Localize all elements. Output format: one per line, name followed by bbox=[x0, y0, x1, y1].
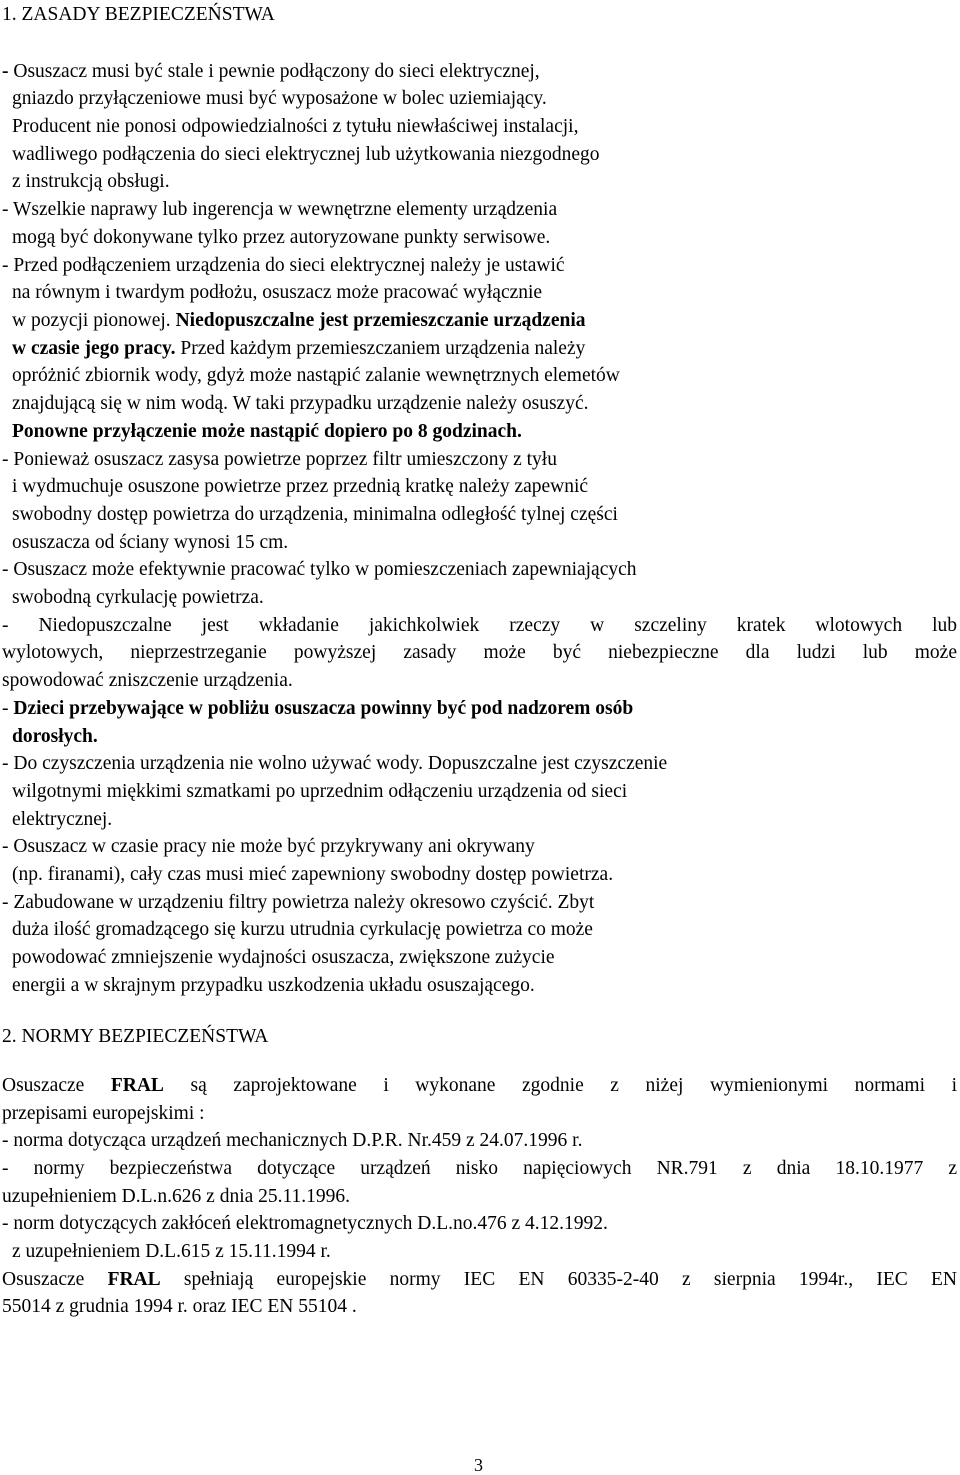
norm-2-line-1: - normy bezpieczeństwa dotyczące urządzeń nisko napięciowych NR.791 z dnia 18.10.1977 z bbox=[2, 1158, 957, 1179]
compliance-text-b: spełniają europejskie normy IEC EN 60335-2-40 z sierpnia 1994r., IEC EN bbox=[160, 1269, 957, 1290]
rule-1-line-2: gniazdo przyłączeniowe musi być wyposażone w bolec uziemiający. bbox=[12, 88, 547, 109]
rule-3-line-1: - Przed podłączeniem urządzenia do sieci elektrycznej należy je ustawić bbox=[2, 255, 565, 276]
section-1-heading: 1. ZASADY BEZPIECZEŃSTWA bbox=[2, 4, 275, 25]
rule-4-line-3: swobodny dostęp powietrza do urządzenia, minimalna odległość tylnej części bbox=[12, 504, 618, 525]
rule-7-dash: - bbox=[2, 698, 14, 719]
norms-intro-line-2: przepisami europejskimi : bbox=[2, 1103, 205, 1124]
rule-8-line-1: - Do czyszczenia urządzenia nie wolno używać wody. Dopuszczalne jest czyszczenie bbox=[2, 753, 668, 774]
norms-intro-text-b: są zaprojektowane i wykonane zgodnie z niżej wymienionymi normami i bbox=[163, 1075, 957, 1096]
rule-3-line-2: na równym i twardym podłożu, osuszacz może pracować wyłącznie bbox=[12, 282, 543, 303]
rule-1-text: Osuszacz musi być stale i pewnie podłączony do sieci elektrycznej, bbox=[13, 61, 540, 82]
rule-3-reconnect-warning: Ponowne przyłączenie może nastąpić dopiero po 8 godzinach. bbox=[12, 421, 522, 442]
rule-3-line-5: opróżnić zbiornik wody, gdyż może nastąpić zalanie wewnętrznych elemetów bbox=[12, 365, 620, 386]
rule-3-line-3-text: w pozycji pionowej. bbox=[12, 310, 176, 331]
rule-6-line-3: spowodować zniszczenie urządzenia. bbox=[2, 670, 293, 691]
rule-7-line-1 bbox=[2, 699, 633, 719]
rule-10-line-2: duża ilość gromadzącego się kurzu utrudnia cyrkulację powietrza co może bbox=[12, 919, 593, 940]
norms-intro-line-1 bbox=[2, 1076, 957, 1096]
page-number: 3 bbox=[474, 1455, 483, 1475]
rule-9-line-2: (np. firanami), cały czas musi mieć zapewniony swobodny dostęp powietrza. bbox=[12, 864, 614, 885]
rule-1-line-4: wadliwego podłączenia do sieci elektrycznej lub użytkowania niezgodnego bbox=[12, 144, 600, 165]
rule-7-children-warning: Dzieci przebywające w pobliżu osuszacza powinny być pod nadzorem osób bbox=[13, 698, 634, 719]
brand-name: FRAL bbox=[110, 1075, 164, 1096]
rule-6-line-1: - Niedopuszczalne jest wkładanie jakichkolwiek rzeczy w szczeliny kratek wlotowych lub bbox=[2, 615, 957, 636]
rule-1-line-3: Producent nie ponosi odpowiedzialności z tytułu niewłaściwej instalacji, bbox=[12, 116, 579, 137]
rule-10-line-1: - Zabudowane w urządzeniu filtry powietrza należy okresowo czyścić. Zbyt bbox=[2, 892, 595, 913]
rule-4-line-4: osuszacza od ściany wynosi 15 cm. bbox=[12, 532, 289, 553]
compliance-line-2: 55014 z grudnia 1994 r. oraz IEC EN 55104 . bbox=[2, 1296, 357, 1317]
section-2-heading: 2. NORMY BEZPIECZEŃSTWA bbox=[2, 1026, 269, 1047]
rule-3-line-4 bbox=[12, 339, 585, 359]
rule-6-line-2: wylotowych, nieprzestrzeganie powyższej zasady może być niebezpieczne dla ludzi lub może bbox=[2, 642, 957, 663]
brand-name-2: FRAL bbox=[107, 1269, 161, 1290]
rule-8-line-2: wilgotnymi miękkimi szmatkami po uprzednim odłączeniu urządzenia od sieci bbox=[12, 781, 628, 802]
rule-1-dash: - bbox=[2, 61, 14, 82]
norms-intro-text-a: Osuszacze bbox=[2, 1075, 111, 1096]
rule-8-line-3: elektrycznej. bbox=[12, 809, 113, 830]
rule-5-line-2: swobodną cyrkulację powietrza. bbox=[12, 587, 264, 608]
rule-3-warning-end: w czasie jego pracy. bbox=[12, 338, 176, 359]
rule-3-warning: Niedopuszczalne jest przemieszczanie urządzenia bbox=[175, 310, 586, 331]
rule-4-line-1: - Ponieważ osuszacz zasysa powietrze poprzez filtr umieszczony z tyłu bbox=[2, 449, 557, 470]
rule-3-line-6: znajdującą się w nim wodą. W taki przypadku urządzenie należy osuszyć. bbox=[12, 393, 589, 414]
rule-3-line-4-text: Przed każdym przemieszczaniem urządzenia należy bbox=[175, 338, 586, 359]
norm-1: - norma dotycząca urządzeń mechanicznych D.P.R. Nr.459 z 24.07.1996 r. bbox=[2, 1130, 583, 1151]
rule-5-line-1: - Osuszacz może efektywnie pracować tylko w pomieszczeniach zapewniających bbox=[2, 559, 637, 580]
rule-1-line-5: z instrukcją obsługi. bbox=[12, 171, 170, 192]
rule-2-line-1: - Wszelkie naprawy lub ingerencja w wewnętrzne elementy urządzenia bbox=[2, 199, 558, 220]
norm-2-line-2: uzupełnieniem D.L.n.626 z dnia 25.11.1996. bbox=[2, 1186, 351, 1207]
rule-10-line-3: powodować zmniejszenie wydajności osuszacza, zwiększone zużycie bbox=[12, 947, 555, 968]
rule-10-line-4: energii a w skrajnym przypadku uszkodzenia układu osuszającego. bbox=[12, 975, 535, 996]
rule-1-line-1 bbox=[2, 62, 540, 82]
rule-3-line-3 bbox=[12, 311, 586, 331]
rule-2-line-2: mogą być dokonywane tylko przez autoryzowane punkty serwisowe. bbox=[12, 227, 551, 248]
rule-9-line-1: - Osuszacz w czasie pracy nie może być przykrywany ani okrywany bbox=[2, 836, 535, 857]
norm-3-line-1: - norm dotyczących zakłóceń elektromagnetycznych D.L.no.476 z 4.12.1992. bbox=[2, 1213, 608, 1234]
compliance-line-1 bbox=[2, 1270, 957, 1290]
rule-4-line-2: i wydmuchuje osuszone powietrze przez przednią kratkę należy zapewnić bbox=[12, 476, 589, 497]
compliance-text-a: Osuszacze bbox=[2, 1269, 108, 1290]
rule-7-line-2: dorosłych. bbox=[12, 726, 98, 747]
norm-3-line-2: z uzupełnieniem D.L.615 z 15.11.1994 r. bbox=[12, 1241, 331, 1262]
